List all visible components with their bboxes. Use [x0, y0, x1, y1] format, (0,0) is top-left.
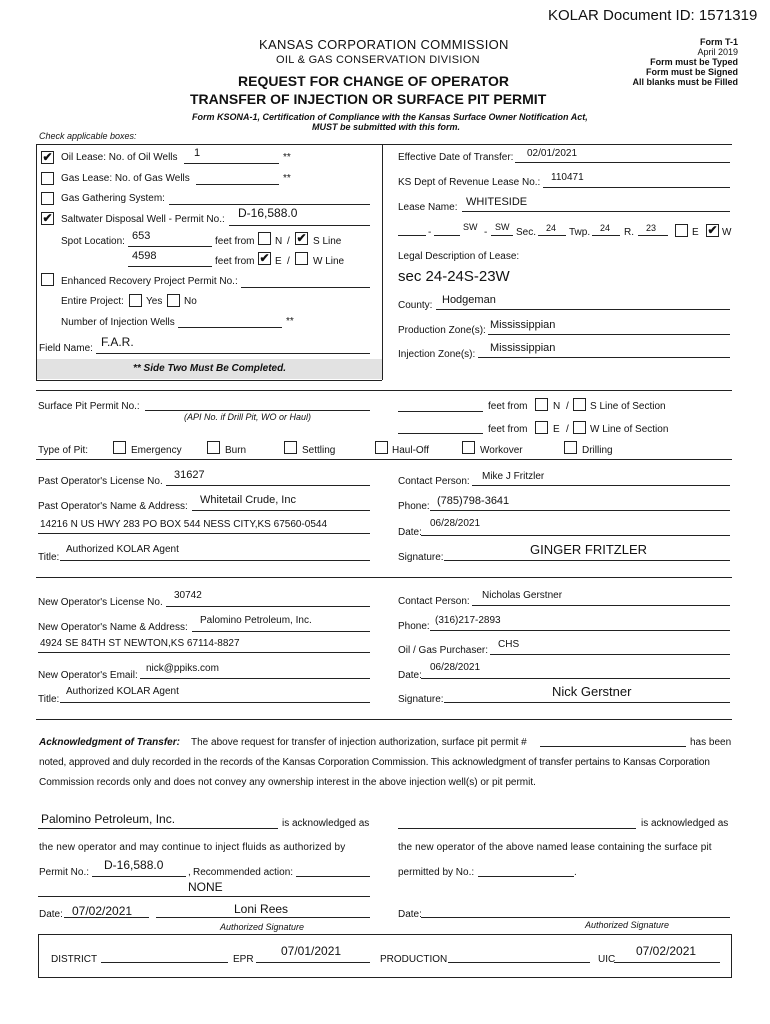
past-signature-value: GINGER FRITZLER: [530, 542, 648, 557]
document-id: KOLAR Document ID: 1571319: [548, 7, 758, 24]
feet-from-label: feet from: [215, 236, 255, 247]
authorized-signature-caption: Authorized Signature: [220, 922, 305, 932]
past-license-value: 31627: [174, 469, 205, 481]
no-checkbox[interactable]: [167, 294, 180, 307]
new-name-label: New Operator's Name & Address:: [38, 622, 188, 633]
new-signature-label: Signature:: [398, 694, 444, 705]
slash: /: [566, 401, 569, 412]
past-phone-label: Phone:: [398, 501, 430, 512]
oil-wells-value: 1: [194, 147, 201, 159]
legal-description-label: Legal Description of Lease:: [398, 251, 520, 262]
drilling-label: Drilling: [582, 445, 613, 456]
pit-s-checkbox[interactable]: [573, 398, 586, 411]
new-contact-value: Nicholas Gerstner: [482, 590, 563, 601]
ack-new-operator-inject: the new operator and may continue to inject fluids as authorized by: [39, 842, 346, 853]
dash: -: [484, 227, 488, 238]
ack-company-value: Palomino Petroleum, Inc.: [41, 812, 176, 826]
range-e-label: E: [692, 227, 699, 238]
new-phone-value: (316)217-2893: [435, 615, 501, 626]
erp-label: Enhanced Recovery Project Permit No.:: [61, 276, 238, 287]
note-typed: Form must be Typed: [650, 57, 738, 67]
comma: ,: [188, 867, 191, 878]
ack-line-1: The above request for transfer of injection authorization, surface pit permit #: [191, 737, 527, 748]
sec-value: 24: [546, 223, 557, 233]
ack-has-been: has been: [690, 737, 732, 748]
n-checkbox[interactable]: [258, 232, 271, 245]
slash: /: [287, 236, 290, 247]
past-title-value: Authorized KOLAR Agent: [66, 544, 179, 555]
emergency-label: Emergency: [131, 445, 182, 456]
division-name: OIL & GAS CONSERVATION DIVISION: [276, 54, 480, 66]
new-date-value: 06/28/2021: [430, 662, 481, 673]
note-signed: Form must be Signed: [645, 67, 738, 77]
epr-label: EPR: [233, 954, 254, 965]
county-value: Hodgeman: [442, 294, 496, 306]
past-contact-value: Mike J Fritzler: [482, 471, 545, 482]
ack-date2-label: Date:: [398, 909, 422, 920]
slash: /: [287, 256, 290, 267]
past-address-value: 14216 N US HWY 283 PO BOX 544 NESS CITY,KS 67560-0544: [40, 519, 328, 530]
ack-heading: Acknowledgment of Transfer:: [39, 737, 180, 748]
workover-label: Workover: [480, 445, 523, 456]
gas-lease-checkbox[interactable]: [41, 172, 54, 185]
oil-lease-label: Oil Lease: No. of Oil Wells: [61, 152, 178, 163]
swd-label: Saltwater Disposal Well - Permit No.:: [61, 214, 225, 225]
s-checkbox[interactable]: ✔: [296, 231, 307, 245]
form-subtitle-2: MUST be submitted with this form.: [312, 122, 460, 132]
uic-date-value: 07/02/2021: [636, 944, 697, 958]
ks-dept-label: KS Dept of Revenue Lease No.:: [398, 177, 541, 188]
yes-label: Yes: [146, 296, 163, 307]
ack-line-2: noted, approved and duly recorded in the records of the Kansas Corporation Commission. This acknowledgment of transfer pertains to Kansas Corporation: [39, 757, 710, 768]
pit-e-label: E: [553, 424, 560, 435]
pit-n-checkbox[interactable]: [535, 398, 548, 411]
note-filled: All blanks must be Filled: [632, 77, 738, 87]
past-name-value: Whitetail Crude, Inc: [200, 494, 296, 506]
range-e-checkbox[interactable]: [675, 224, 688, 237]
gas-gathering-checkbox[interactable]: [41, 192, 54, 205]
past-date-value: 06/28/2021: [430, 518, 481, 529]
new-address-value: 4924 SE 84TH ST NEWTON,KS 67114-8827: [40, 638, 240, 649]
drilling-checkbox[interactable]: [564, 441, 577, 454]
pit-w-checkbox[interactable]: [573, 421, 586, 434]
recommended-action-value: NONE: [188, 880, 223, 894]
yes-checkbox[interactable]: [129, 294, 142, 307]
spot-ft1-value: 653: [132, 230, 151, 242]
injection-zone-label: Injection Zone(s):: [398, 349, 476, 360]
new-phone-label: Phone:: [398, 621, 430, 632]
uic-label: UIC: [598, 954, 616, 965]
recommended-action-label: Recommended action:: [193, 867, 294, 878]
gas-lease-label: Gas Lease: No. of Gas Wells: [61, 173, 190, 184]
gas-gathering-label: Gas Gathering System:: [61, 193, 165, 204]
w-line-label: W Line: [313, 256, 345, 267]
spot-ft2-value: 4598: [132, 250, 157, 262]
api-note: (API No. if Drill Pit, WO or Haul): [184, 412, 312, 422]
no-label: No: [184, 296, 197, 307]
past-date-label: Date:: [398, 527, 422, 538]
new-email-value: nick@ppiks.com: [146, 663, 219, 674]
r-label: R.: [624, 227, 634, 238]
ack-line-3: Commission records only and does not convey any ownership interest in the above injection well(s) or pit permit.: [39, 777, 536, 788]
burn-checkbox[interactable]: [207, 441, 220, 454]
new-name-value: Palomino Petroleum, Inc.: [200, 615, 312, 626]
new-email-label: New Operator's Email:: [38, 670, 138, 681]
type-of-pit-label: Type of Pit:: [38, 445, 89, 456]
slash: /: [566, 424, 569, 435]
epr-date-value: 07/01/2021: [281, 944, 342, 958]
twp-label: Twp.: [569, 227, 591, 238]
legal-description-value: sec 24-24S-23W: [398, 268, 510, 285]
e-label: E: [275, 256, 282, 267]
field-name-value: F.A.R.: [101, 335, 134, 349]
ack-signature-value: Loni Rees: [234, 902, 289, 916]
e-checkbox[interactable]: ✔: [259, 251, 270, 265]
sec-label: Sec.: [516, 227, 537, 238]
authorized-signature-caption-2: Authorized Signature: [585, 920, 670, 930]
oil-lease-checkbox[interactable]: ✔: [42, 150, 53, 164]
range-w-label: W: [722, 227, 732, 238]
s-line-label: S Line: [313, 236, 342, 247]
past-title-label: Title:: [38, 552, 60, 563]
check-label: Check applicable boxes:: [39, 131, 137, 141]
stars: **: [283, 152, 291, 163]
form-subtitle-1: Form KSONA-1, Certification of Compliance with the Kansas Surface Owner Notification Act,: [192, 112, 588, 122]
new-date-label: Date:: [398, 670, 422, 681]
past-contact-label: Contact Person:: [398, 476, 470, 487]
past-signature-label: Signature:: [398, 552, 444, 563]
purchaser-value: CHS: [498, 639, 520, 650]
pit-feet-from-label: feet from: [488, 401, 528, 412]
effective-date-value: 02/01/2021: [527, 148, 578, 159]
new-title-value: Authorized KOLAR Agent: [66, 686, 179, 697]
surface-pit-label: Surface Pit Permit No.:: [38, 401, 140, 412]
permitted-by-label: permitted by No.:: [398, 867, 475, 878]
settling-checkbox[interactable]: [284, 441, 297, 454]
twp-value: 24: [600, 223, 611, 233]
spot-location-label: Spot Location:: [61, 236, 125, 247]
new-signature-value: Nick Gerstner: [552, 684, 632, 699]
range-value: 23: [646, 223, 657, 233]
form-date: April 2019: [697, 47, 738, 57]
n-label: N: [275, 236, 283, 247]
erp-checkbox[interactable]: [41, 273, 54, 286]
commission-name: KANSAS CORPORATION COMMISSION: [259, 37, 509, 52]
w-checkbox[interactable]: [295, 252, 308, 265]
county-label: County:: [398, 300, 433, 311]
settling-label: Settling: [302, 445, 336, 456]
pit-e-checkbox[interactable]: [535, 421, 548, 434]
production-zone-value: Mississippian: [490, 319, 556, 331]
lease-name-label: Lease Name:: [398, 202, 458, 213]
haul-off-label: Haul-Off: [392, 445, 430, 456]
swd-checkbox[interactable]: ✔: [42, 211, 53, 225]
injection-zone-value: Mississippian: [490, 342, 556, 354]
ack-is-acknowledged-2: is acknowledged as: [641, 818, 729, 829]
form-title-2: TRANSFER OF INJECTION OR SURFACE PIT PERMIT: [190, 91, 547, 107]
pit-w-line-label: W Line of Section: [590, 424, 669, 435]
purchaser-label: Oil / Gas Purchaser:: [398, 645, 489, 656]
range-w-checkbox[interactable]: ✔: [707, 223, 718, 237]
new-license-value: 30742: [174, 590, 202, 601]
ks-dept-value: 110471: [551, 172, 584, 183]
new-title-label: Title:: [38, 694, 60, 705]
swd-permit-value: D-16,588.0: [238, 206, 298, 220]
quarter-1-value: SW: [463, 222, 478, 232]
past-phone-value: (785)798-3641: [437, 495, 510, 507]
ack-date-value: 07/02/2021: [72, 904, 133, 918]
quarter-2-value: SW: [495, 222, 510, 232]
new-license-label: New Operator's License No.: [38, 597, 163, 608]
ack-date-label: Date:: [39, 909, 63, 920]
feet-from-label: feet from: [215, 256, 255, 267]
form-title-1: REQUEST FOR CHANGE OF OPERATOR: [238, 73, 509, 89]
ack-permit-value: D-16,588.0: [104, 858, 164, 872]
side-two-banner: ** Side Two Must Be Completed.: [37, 359, 382, 379]
production-zone-label: Production Zone(s):: [398, 325, 486, 336]
period: .: [574, 867, 577, 878]
past-name-label: Past Operator's Name & Address:: [38, 501, 188, 512]
ack-new-operator-pit: the new operator of the above named lease containing the surface pit: [398, 842, 712, 853]
effective-date-label: Effective Date of Transfer:: [398, 152, 514, 163]
lease-name-value: WHITESIDE: [466, 196, 528, 208]
pit-feet-from-label: feet from: [488, 424, 528, 435]
district-label: DISTRICT: [51, 954, 98, 965]
form-number: Form T-1: [699, 37, 738, 47]
field-name-label: Field Name:: [39, 343, 93, 354]
num-injection-label: Number of Injection Wells: [61, 317, 175, 328]
ack-is-acknowledged: is acknowledged as: [282, 818, 370, 829]
past-license-label: Past Operator's License No.: [38, 476, 163, 487]
pit-n-label: N: [553, 401, 561, 412]
pit-s-line-label: S Line of Section: [590, 401, 666, 412]
ack-permit-label: Permit No.:: [39, 867, 90, 878]
workover-checkbox[interactable]: [462, 441, 475, 454]
production-label: PRODUCTION: [380, 954, 448, 965]
dash: -: [428, 227, 432, 238]
burn-label: Burn: [225, 445, 247, 456]
stars: **: [286, 316, 294, 327]
stars: **: [283, 173, 291, 184]
haul-off-checkbox[interactable]: [375, 441, 388, 454]
entire-project-label: Entire Project:: [61, 296, 124, 307]
emergency-checkbox[interactable]: [113, 441, 126, 454]
new-contact-label: Contact Person:: [398, 596, 470, 607]
